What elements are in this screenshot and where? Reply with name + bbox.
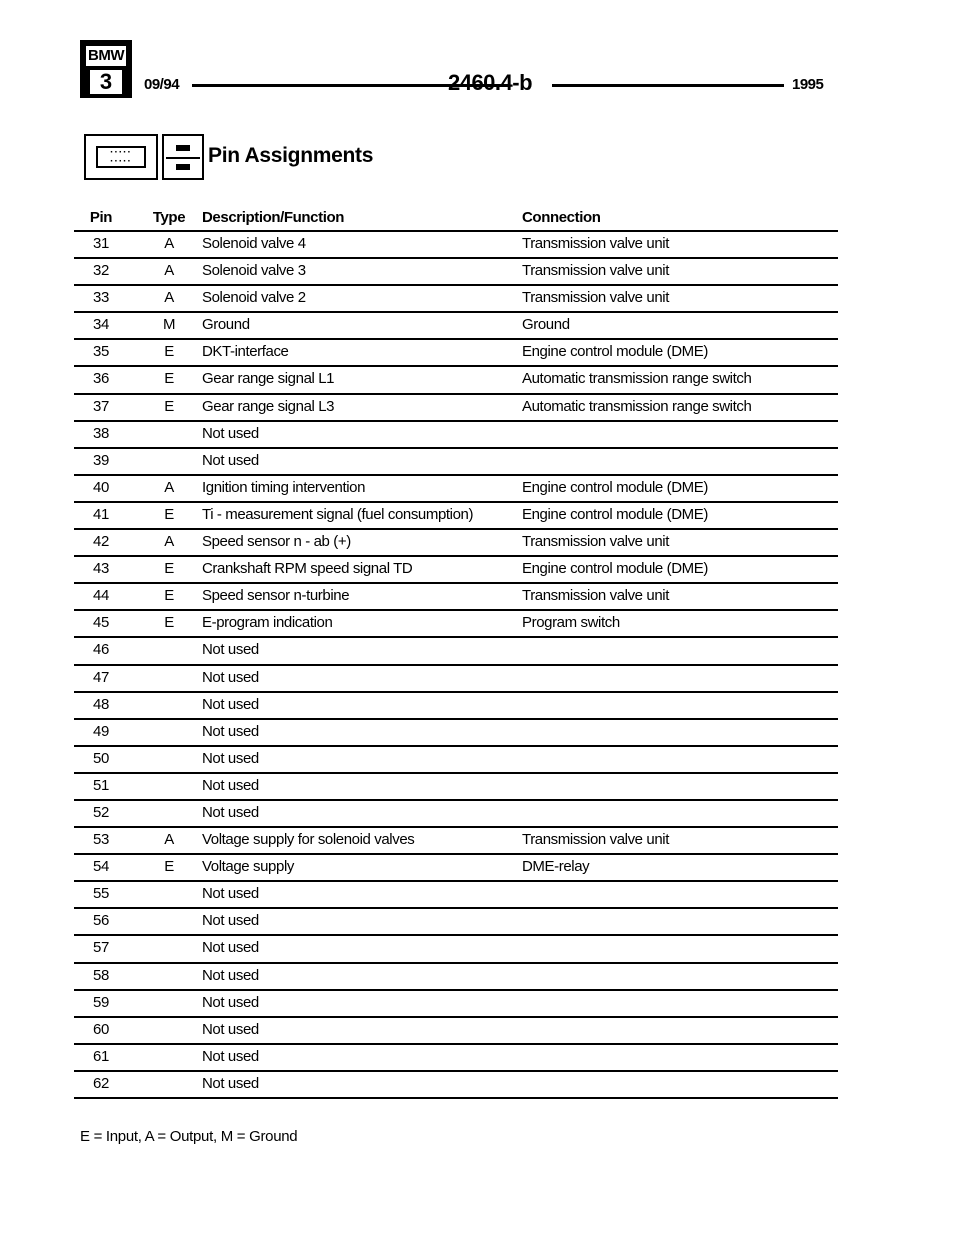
ecu-connector-icon: ····· ·····: [84, 134, 158, 180]
table-row: [74, 557, 838, 584]
description-cell: Not used: [202, 776, 259, 794]
table-row: [74, 991, 838, 1018]
connection-cell: Automatic transmission range switch: [522, 370, 752, 388]
pin-cell: 39: [93, 451, 109, 469]
pin-cell: 34: [93, 316, 109, 334]
table-row: [74, 828, 838, 855]
description-cell: Ignition timing intervention: [202, 478, 366, 496]
bmw-3-series-logo-icon: [80, 40, 132, 98]
pin-cell: 42: [93, 533, 109, 551]
legend-footnote: E = Input, A = Output, M = Ground: [80, 1128, 298, 1145]
pin-cell: 49: [93, 722, 109, 740]
table-row: [74, 1072, 838, 1099]
description-cell: Voltage supply for solenoid valves: [202, 831, 415, 849]
type-cell: E: [164, 505, 174, 523]
pin-cell: 57: [93, 939, 109, 957]
pin-cell: 36: [93, 370, 109, 388]
table-row: [74, 801, 838, 828]
description-cell: Not used: [202, 939, 259, 957]
connection-cell: Transmission valve unit: [522, 587, 669, 605]
description-cell: Not used: [202, 993, 259, 1011]
type-cell: A: [164, 533, 174, 551]
logo-series-text: 3: [90, 70, 122, 94]
pin-cell: 56: [93, 912, 109, 930]
table-row: [74, 340, 838, 367]
description-cell: Not used: [202, 885, 259, 903]
description-cell: Not used: [202, 722, 259, 740]
pin-cell: 44: [93, 587, 109, 605]
type-cell: M: [162, 316, 176, 334]
type-cell: A: [164, 235, 174, 252]
pin-assignment-table: [74, 206, 838, 1099]
description-cell: Solenoid valve 4: [202, 235, 306, 252]
description-cell: Not used: [202, 641, 259, 659]
type-cell: E: [164, 858, 174, 876]
header-year: 1995: [792, 76, 824, 93]
document-code: 2460.4-b: [447, 70, 533, 95]
description-cell: Not used: [202, 1047, 259, 1065]
table-row: [74, 503, 838, 530]
type-cell: E: [164, 560, 174, 578]
connection-cell: Engine control module (DME): [522, 478, 708, 496]
description-cell: DKT-interface: [202, 343, 289, 361]
type-cell: A: [164, 478, 174, 496]
table-row: [74, 855, 838, 882]
description-cell: Not used: [202, 749, 259, 767]
connection-cell: Engine control module (DME): [522, 560, 708, 578]
section-title-block: [84, 134, 484, 184]
pin-cell: 48: [93, 695, 109, 713]
pin-cell: 37: [93, 397, 109, 415]
header-type: Type: [152, 209, 186, 226]
connection-cell: Engine control module (DME): [522, 343, 708, 361]
table-row: [74, 720, 838, 747]
table-header-row: [74, 206, 838, 232]
connection-cell: Automatic transmission range switch: [522, 397, 752, 415]
table-row: [74, 232, 838, 259]
header-connection: Connection: [522, 209, 601, 226]
pin-cell: 52: [93, 803, 109, 821]
table-row: [74, 638, 838, 665]
table-row: [74, 882, 838, 909]
description-cell: Not used: [202, 668, 259, 686]
description-cell: Not used: [202, 803, 259, 821]
type-cell: E: [164, 397, 174, 415]
type-cell: E: [164, 614, 174, 632]
pin-cell: 55: [93, 885, 109, 903]
table-row: [74, 909, 838, 936]
type-cell: E: [164, 587, 174, 605]
pin-cell: 61: [93, 1047, 109, 1065]
description-cell: Not used: [202, 966, 259, 984]
pin-cell: 60: [93, 1020, 109, 1038]
pin-cell: 54: [93, 858, 109, 876]
header-description: Description/Function: [202, 209, 345, 226]
table-row: [74, 747, 838, 774]
description-cell: Voltage supply: [202, 858, 294, 876]
pin-cell: 41: [93, 505, 109, 523]
description-cell: Not used: [202, 451, 259, 469]
logo-brand-text: BMW: [88, 47, 124, 64]
type-cell: E: [164, 370, 174, 388]
description-cell: Not used: [202, 424, 259, 442]
pin-cell: 32: [93, 262, 109, 280]
pin-cell: 46: [93, 641, 109, 659]
table-row: [74, 611, 838, 638]
table-row: [74, 936, 838, 963]
description-cell: Not used: [202, 912, 259, 930]
connection-cell: DME-relay: [522, 858, 590, 876]
connection-cell: Transmission valve unit: [522, 831, 669, 849]
pin-cell: 62: [93, 1074, 109, 1092]
pin-cell: 43: [93, 560, 109, 578]
type-cell: A: [164, 262, 174, 280]
table-row: [74, 395, 838, 422]
table-row: [74, 693, 838, 720]
connection-cell: Transmission valve unit: [522, 533, 669, 551]
pin-cell: 58: [93, 966, 109, 984]
pin-cell: 35: [93, 343, 109, 361]
pin-cell: 50: [93, 749, 109, 767]
pin-cell: 47: [93, 668, 109, 686]
pin-cell: 51: [93, 776, 109, 794]
description-cell: Gear range signal L1: [202, 370, 335, 388]
header-pin: Pin: [89, 209, 113, 226]
description-cell: Ground: [202, 316, 250, 334]
header-rule-right: [552, 84, 784, 87]
table-row: [74, 259, 838, 286]
pin-cell: 53: [93, 831, 109, 849]
pin-cell: 38: [93, 424, 109, 442]
table-row: [74, 964, 838, 991]
table-row: [74, 313, 838, 340]
table-row: [74, 584, 838, 611]
description-cell: Crankshaft RPM speed signal TD: [202, 560, 413, 578]
table-row: [74, 286, 838, 313]
table-row: [74, 530, 838, 557]
connection-cell: Transmission valve unit: [522, 289, 669, 307]
header-date: 09/94: [144, 76, 180, 93]
description-cell: Solenoid valve 2: [202, 289, 306, 307]
pin-cell: 31: [93, 235, 109, 252]
table-row: [74, 476, 838, 503]
pin-in-out-icon: [162, 134, 204, 180]
table-row: [74, 367, 838, 394]
description-cell: Solenoid valve 3: [202, 262, 306, 280]
description-cell: E-program indication: [202, 614, 333, 632]
table-row: [74, 774, 838, 801]
type-cell: A: [164, 831, 174, 849]
type-cell: A: [164, 289, 174, 307]
pin-cell: 59: [93, 993, 109, 1011]
connection-cell: Transmission valve unit: [522, 235, 669, 252]
description-cell: Gear range signal L3: [202, 397, 335, 415]
table-row: [74, 666, 838, 693]
table-row: [74, 1045, 838, 1072]
description-cell: Ti - measurement signal (fuel consumption): [202, 505, 474, 523]
connection-cell: Engine control module (DME): [522, 505, 708, 523]
page-header: [80, 40, 840, 102]
table-row: [74, 422, 838, 449]
pin-cell: 45: [93, 614, 109, 632]
connection-cell: Ground: [522, 316, 570, 334]
table-row: [74, 1018, 838, 1045]
connection-cell: Transmission valve unit: [522, 262, 669, 280]
description-cell: Speed sensor n-turbine: [202, 587, 350, 605]
description-cell: Not used: [202, 1020, 259, 1038]
table-row: [74, 449, 838, 476]
page-title: Pin Assignments: [208, 144, 374, 167]
pin-cell: 40: [93, 478, 109, 496]
type-cell: E: [164, 343, 174, 361]
connection-cell: Program switch: [522, 614, 620, 632]
description-cell: Speed sensor n - ab (+): [202, 533, 351, 551]
pin-cell: 33: [93, 289, 109, 307]
description-cell: Not used: [202, 695, 259, 713]
description-cell: Not used: [202, 1074, 259, 1092]
